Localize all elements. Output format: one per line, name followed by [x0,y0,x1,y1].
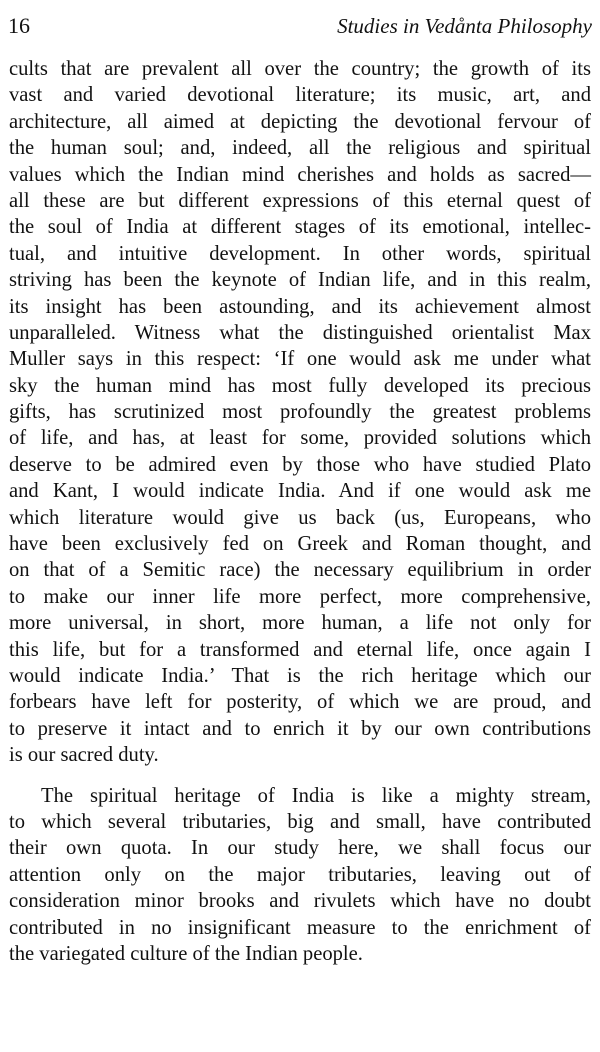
page-number: 16 [8,13,30,38]
text-line: contributed in no insignificant measure to the enrichment of [9,916,591,939]
text-line: the soul of India at different stages of its emotional, intellec- [9,216,591,239]
paragraph-gap [9,769,591,783]
text-line: consideration minor brooks and rivulets which have no doubt [9,890,591,913]
text-line: to preserve it intact and to enrich it by our own contributions [9,717,591,740]
running-head: Studies in Vedånta Philosophy [337,14,592,38]
text-line: cults that are prevalent all over the country; the growth of its [9,58,591,80]
text-line: which literature would give us back (us, Europeans, who [9,506,591,529]
text-line: architecture, all aimed at depicting the devotional fervour of [9,110,591,133]
text-line: deserve to be admired even by those who have studied Plato [9,453,591,476]
page-header [8,6,592,46]
text-line: the human soul; and, indeed, all the religious and spiritual [9,137,591,160]
text-line: the variegated culture of the Indian people. [9,942,363,965]
text-line: unparalleled. Witness what the distinguished orientalist Max [9,321,591,344]
text-line: their own quota. In our study here, we shall focus our [9,837,591,860]
text-line: have been exclusively fed on Greek and Roman thought, and [9,533,591,556]
text-line: is our sacred duty. [9,744,159,767]
text-line: striving has been the keynote of Indian life, and in this realm, [9,269,591,292]
text-line: on that of a Semitic race) the necessary equilibrium in order [9,559,591,582]
paragraph-2 [9,783,591,968]
text-line: its insight has been astounding, and its achievement almost [9,295,591,318]
text-line: The spiritual heritage of India is like a mighty stream, [41,784,591,807]
text-line: of life, and has, at least for some, provided solutions which [9,427,591,450]
text-line: attention only on the major tributaries, leaving out of [9,863,591,886]
text-line: to make our inner life more perfect, more comprehensive, [9,585,591,608]
text-line: to which several tributaries, big and small, have contributed [9,810,591,833]
text-line: values which the Indian mind cherishes and holds as sacred— [9,163,591,186]
text-line: gifts, has scrutinized most profoundly the greatest problems [9,401,591,424]
text-line: and Kant, I would indicate India. And if one would ask me [9,480,591,503]
text-line: forbears have left for posterity, of which we are proud, and [9,691,591,714]
text-line: sky the human mind has most fully developed its precious [9,374,591,397]
text-line: more universal, in short, more human, a life not only for [9,612,591,635]
text-line: this life, but for a transformed and eternal life, once again I [9,638,591,661]
text-line: would indicate India.’ That is the rich heritage which our [9,664,591,687]
text-line: all these are but different expressions of this eternal quest of [9,189,591,212]
text-line: Muller says in this respect: ‘If one would ask me under what [9,348,591,371]
paragraph-1 [9,56,591,769]
text-line: vast and varied devotional literature; its music, art, and [9,84,591,107]
body-text [9,56,591,967]
text-line: tual, and intuitive development. In other words, spiritual [9,242,591,265]
